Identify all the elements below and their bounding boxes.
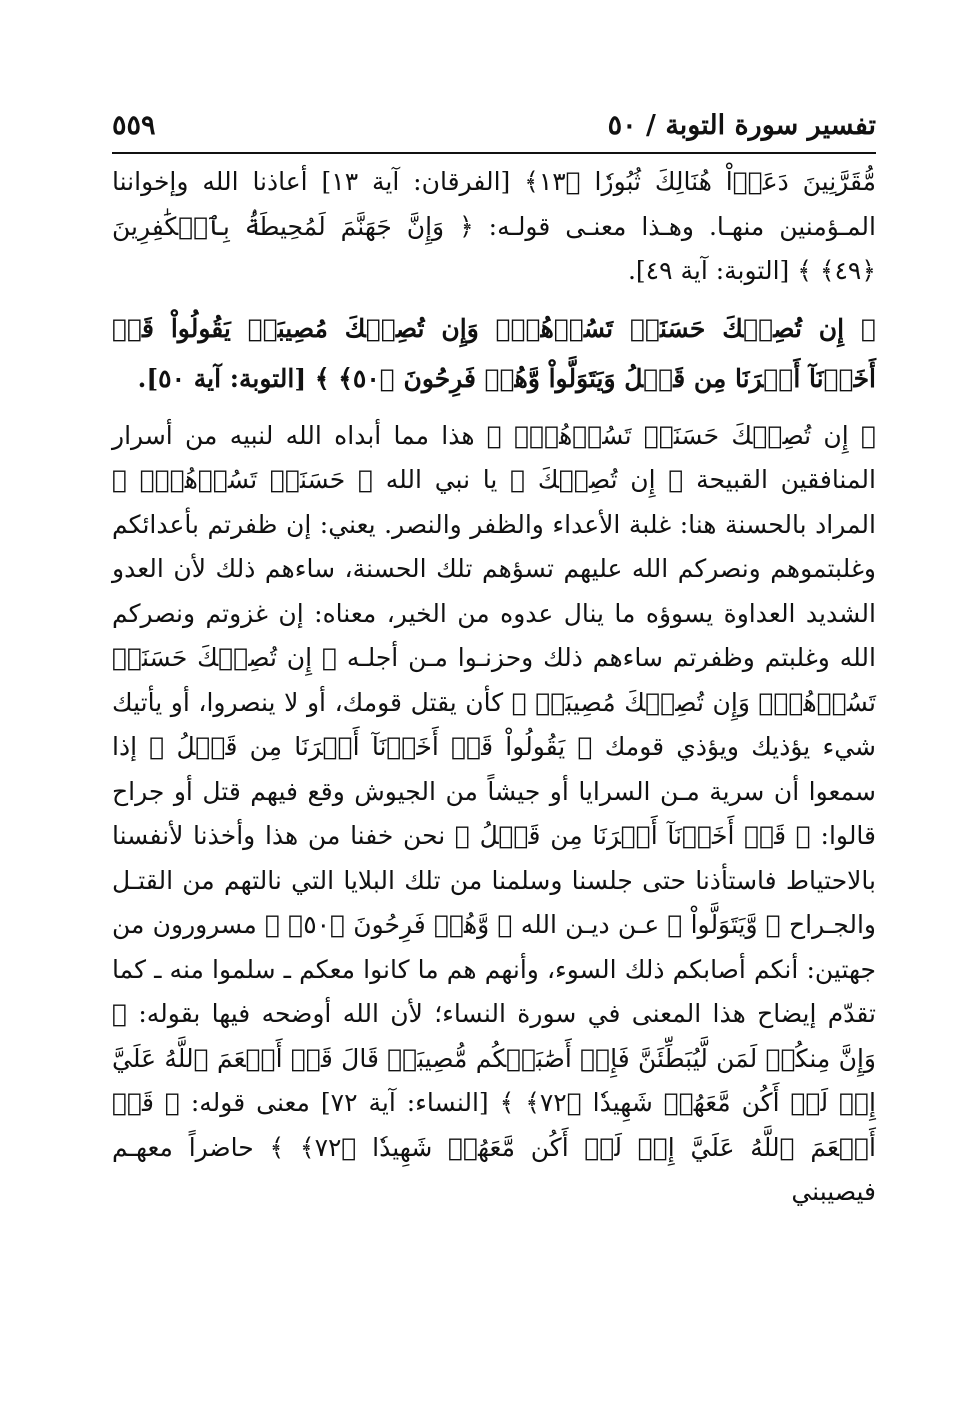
page-number: ٥٥٩ <box>112 110 156 141</box>
paragraph-gap <box>112 404 876 414</box>
header-rule <box>112 152 876 154</box>
verse-block: ﴿ إِن تُصِبۡكَ حَسَنَةٞ تَسُؤۡهُمۡۖ وَإِن تُصِبۡكَ مُصِيبَةٞ يَقُولُواْ قَدۡ أَخَذۡنَآ أَمۡرَنَا مِن قَبۡلُ وَيَتَوَلَّواْ وَّهُمۡ فَرِحُونَ ﴿٥٠﴾ ﴾ [التوبة: آية ٥٠]. <box>112 313 876 393</box>
running-title: تفسير سورة التوبة / ٥٠ <box>607 110 876 141</box>
paragraph-gap <box>112 294 876 304</box>
paragraph-1: مُّقَرَّنِينَ دَعَوۡاْ هُنَالِكَ ثُبُورٗا ﴿١٣﴾ [الفرقان: آية ١٣] أعاذنا الله وإخواننا المـؤمنين منهـا. وهـذا معنـى قولـه: ﴿ وَإِنَّ جَهَنَّمَ لَمُحِيطَةُۢ بِٱلۡكَٰفِرِينَ ﴿٤٩﴾ ﴾ [التوبة: آية ٤٩]. <box>112 167 876 285</box>
page-header <box>112 108 876 152</box>
paragraph-3: ﴿ إِن تُصِبۡكَ حَسَنَةٞ تَسُؤۡهُمۡۖ ﴾ هذا مما أبداه الله لنبيه من أسرار المنافقين القبيحة ﴿ إِن تُصِبۡكَ ﴾ يا نبي الله ﴿ حَسَنَةٞ تَسُؤۡهُمۡۖ ﴾ المراد بالحسنة هنا: غلبة الأعداء والظفر والنصر. يعني: إن ظفرتم بأعدائكم وغلبتموهم ونصركم الله عليهم تسؤهم تلك الحسنة، ساءهم ذلك لأن العدو الشديد العداوة يسوؤه ما ينال عدوه من الخير، معناه: إن غزوتم ونصركم الله وغلبتم وظفرتم ساءهم ذلك وحزنـوا مـن أجلـه ﴿ إِن تُصِبۡكَ حَسَنَةٞ تَسُؤۡهُمۡۖ وَإِن تُصِبۡكَ مُصِيبَةٞ ﴾ كأن يقتل قومك، أو لا ينصروا، أو يأتيك شيء يؤذيك ويؤذي قومك ﴿ يَقُولُواْ قَدۡ أَخَذۡنَآ أَمۡرَنَا مِن قَبۡلُ ﴾ إذا سمعوا أن سرية مـن السرايا أو جيشاً من الجيوش وقع فيهم قتل أو جراح قالوا: ﴿ قَدۡ أَخَذۡنَآ أَمۡرَنَا مِن قَبۡلُ ﴾ نحن خفنا من هذا وأخذنا لأنفسنا بالاحتياط فاستأذنا حتى جلسنا وسلمنا من تلك البلايا التي نالتهم من القتـل والجـراح ﴿ وَّيَتَوَلَّواْ ﴾ عـن ديـن الله ﴿ وَّهُمۡ فَرِحُونَ ﴿٥٠﴾ ﴾ مسرورون من جهتين: أنكم أصابكم ذلك السوء، وأنهم هم ما كانوا معكم ـ سلموا منه ـ كما تقدّم إيضاح هذا المعنى في سورة النساء؛ لأن الله أوضحه فيها بقوله: ﴿ وَإِنَّ مِنكُمۡ لَمَن لَّيُبَطِّئَنَّ فَإِنۡ أَصَٰبَتۡكُم مُّصِيبَةٞ قَالَ قَدۡ أَنۡعَمَ ٱللَّهُ عَلَيَّ إِذۡ لَمۡ أَكُن مَّعَهُمۡ شَهِيدٗا ﴿٧٢﴾ ﴾ [النساء: آية ٧٢] معنى قوله: ﴿ قَدۡ أَنۡعَمَ ٱللَّهُ عَلَيَّ إِذۡ لَمۡ أَكُن مَّعَهُمۡ شَهِيدٗا ﴿٧٢﴾ ﴾ حاضراً معهـم فيصيبني <box>112 420 876 1206</box>
body-text <box>112 160 876 1215</box>
